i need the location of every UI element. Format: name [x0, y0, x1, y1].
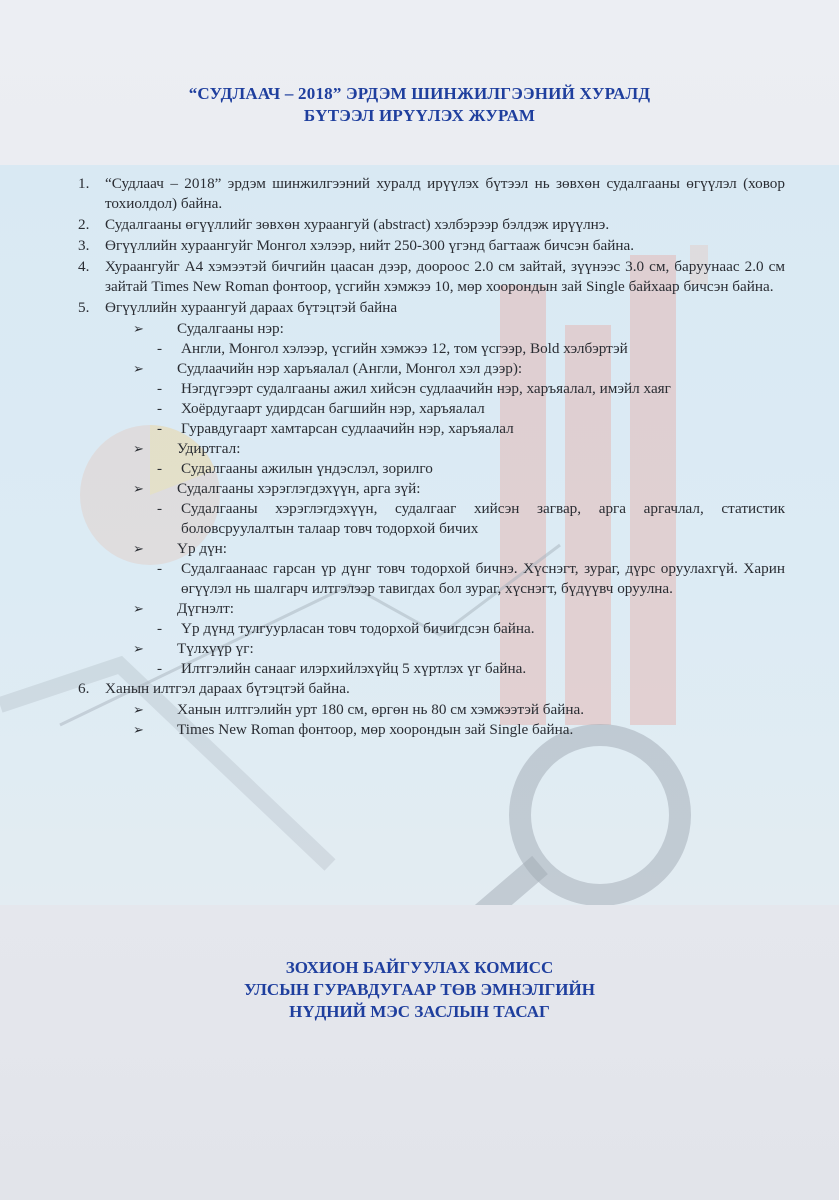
arrow-bullet-icon: ➢	[133, 541, 144, 556]
rules-list	[78, 174, 785, 740]
list-item	[78, 236, 785, 256]
arrow-bullet-icon: ➢	[133, 722, 144, 737]
section-heading	[54, 479, 785, 499]
document-title-line2: БҮТЭЭЛ ИРҮҮЛЭХ ЖУРАМ	[303, 106, 536, 125]
arrow-bullet-icon: ➢	[133, 641, 144, 656]
point-text: Хоёрдугаарт удирдсан багшийн нэр, харъяалал	[181, 400, 485, 417]
section-heading	[54, 539, 785, 559]
arrow-bullet-icon: ➢	[133, 321, 144, 336]
section-label: Судалгааны нэр:	[177, 320, 284, 337]
point-text: Times New Roman фонтоор, мөр хоорондын зай Single байна.	[177, 721, 574, 738]
section-point: - Судалгааны хэрэглэгдэхүүн, судалгааг хийсэн загвар, арга аргачлал, статистик боловсруулалтын талаар товч тодорхой бичих	[157, 500, 785, 537]
point-text: Үр дүнд тулгуурласан товч тодорхой бичигдсэн байна.	[181, 620, 535, 637]
footer-line3: НҮДНИЙ МЭС ЗАСЛЫН ТАСАГ	[289, 1002, 550, 1021]
item-text: Ханын илтгэл дараах бүтэцтэй байна.	[105, 680, 350, 697]
section-point: - Хоёрдугаарт удирдсан багшийн нэр, харъяалал	[157, 400, 485, 417]
arrow-bullet-icon: ➢	[133, 702, 144, 717]
section-heading	[54, 639, 785, 659]
footer-line2: УЛСЫН ГУРАВДУГААР ТӨВ ЭМНЭЛГИЙН	[244, 980, 595, 999]
section-heading	[54, 599, 785, 619]
section-heading	[54, 700, 785, 720]
section-heading	[54, 359, 785, 379]
list-item	[78, 215, 785, 235]
point-text: Гуравдугаарт хамтарсан судлаачийн нэр, харъяалал	[181, 420, 514, 437]
section-label: Дүгнэлт:	[177, 600, 234, 617]
point-text: Илтгэлийн санааг илэрхийлэхүйц 5 хүртлэх үг байна.	[181, 660, 527, 677]
item-text: Хураангуйг А4 хэмээтэй бичгийн цаасан дээр, доороос 2.0 см зайтай, зүүнээс 3.0 см, баруунаас 2.0 см зайтай Times New Roman фонтоор, үсгийн хэмжээ 10, мөр хоорондын зай Single байхаар бичсэн байна.	[105, 258, 785, 295]
item-text: “Судлаач – 2018” эрдэм шинжилгээний хуралд ирүүлэх бүтээл нь зөвхөн судалгааны өгүүлэл (ховор тохиолдол) байна.	[105, 175, 785, 212]
arrow-bullet-icon: ➢	[133, 441, 144, 456]
section-heading	[54, 439, 785, 459]
item-number: 3.	[78, 237, 90, 254]
section-label: Судалгааны хэрэглэгдэхүүн, арга зүй:	[177, 480, 421, 497]
item-text: Өгүүллийн хураангуйг Монгол хэлээр, нийт 250-300 үгэнд багтааж бичсэн байна.	[105, 237, 635, 254]
arrow-bullet-icon: ➢	[133, 481, 144, 496]
item-number: 6.	[78, 680, 90, 697]
footer-line1: ЗОХИОН БАЙГУУЛАХ КОМИСС	[285, 958, 554, 977]
point-text: Нэгдүгээрт судалгааны ажил хийсэн судлаачийн нэр, харъяалал, имэйл хаяг	[181, 380, 671, 397]
list-item	[78, 679, 785, 699]
item-number: 1.	[78, 175, 90, 192]
section-label: Удиртгал:	[177, 440, 241, 457]
section-point: - Судалгаанаас гарсан үр дүнг товч тодорхой бичнэ. Хүснэгт, зураг, дүрс оруулахгүй. Харин өгүүлэл нь шалгарч илтгэлээр тавигдах бол зураг, хүснэгт, бүдүүвч оруулна.	[157, 560, 785, 597]
section-point: - Нэгдүгээрт судалгааны ажил хийсэн судлаачийн нэр, харъяалал, имэйл хаяг	[157, 380, 671, 397]
item-text: Судалгааны өгүүллийг зөвхөн хураангуй (abstract) хэлбэрээр бэлдэж ирүүлнэ.	[105, 216, 610, 233]
point-text: Англи, Монгол хэлээр, үсгийн хэмжээ 12, том үсгээр, Bold хэлбэртэй	[181, 340, 628, 357]
section-label: Үр дүн:	[177, 540, 228, 557]
section-point: - Судалгааны ажилын үндэслэл, зорилго	[157, 460, 433, 477]
section-point: - Гуравдугаарт хамтарсан судлаачийн нэр, харъяалал	[157, 420, 514, 437]
item-text: Өгүүллийн хураангуй дараах бүтэцтэй байна	[105, 299, 398, 316]
document-title-line1: “СУДЛААЧ – 2018” ЭРДЭМ ШИНЖИЛГЭЭНИЙ ХУРАЛД	[188, 84, 651, 103]
arrow-bullet-icon: ➢	[133, 361, 144, 376]
section-point: - Илтгэлийн санааг илэрхийлэхүйц 5 хүртлэх үг байна.	[157, 660, 527, 677]
point-text: Судалгааны ажилын үндэслэл, зорилго	[181, 460, 433, 477]
section-heading	[54, 720, 785, 740]
section-label: Судлаачийн нэр харъяалал (Англи, Монгол хэл дээр):	[177, 360, 523, 377]
point-text: Судалгаанаас гарсан үр дүнг товч тодорхой бичнэ. Хүснэгт, зураг, дүрс оруулахгүй. Харин өгүүлэл нь шалгарч илтгэлээр тавигдах бол зураг, хүснэгт, бүдүүвч оруулна.	[181, 560, 785, 597]
point-text: Ханын илтгэлийн урт 180 см, өргөн нь 80 см хэмжээтэй байна.	[177, 701, 585, 718]
arrow-bullet-icon: ➢	[133, 601, 144, 616]
item-number: 4.	[78, 258, 90, 275]
section-point: - Үр дүнд тулгуурласан товч тодорхой бичигдсэн байна.	[157, 620, 535, 637]
list-item	[78, 257, 785, 297]
section-heading	[54, 319, 785, 339]
list-item	[78, 298, 785, 318]
item-number: 2.	[78, 216, 90, 233]
item-number: 5.	[78, 299, 90, 316]
section-point: - Англи, Монгол хэлээр, үсгийн хэмжээ 12, том үсгээр, Bold хэлбэртэй	[157, 340, 628, 357]
section-label: Түлхүүр үг:	[177, 640, 254, 657]
point-text: Судалгааны хэрэглэгдэхүүн, судалгааг хийсэн загвар, арга аргачлал, статистик боловсруулалтын талаар товч тодорхой бичих	[181, 500, 785, 537]
list-item	[78, 174, 785, 214]
